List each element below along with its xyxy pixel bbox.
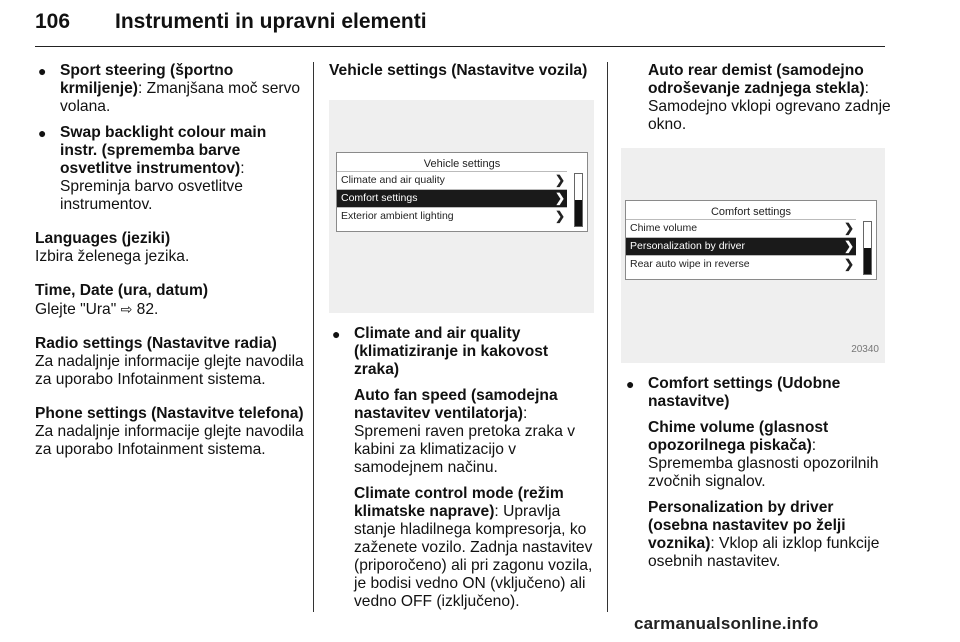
arrow-right-icon[interactable]: ⇨ <box>120 301 133 317</box>
menu-row <box>337 207 567 225</box>
section-radio-settings <box>35 335 305 389</box>
scrollbar <box>574 173 583 227</box>
sub-item <box>354 387 597 477</box>
section-title: Radio settings (Nastavitve radia) <box>35 335 277 352</box>
section-body: Za nadaljnje informacije glejte navodila za uporabo Infotainment sistema. <box>35 353 304 388</box>
sub-item-text: : Sprememba glasnosti opozorilnih zvočnih signalov. <box>648 437 879 490</box>
item-term: Climate and air quality (klimatiziranje in kakovost zraka) <box>354 325 549 378</box>
section-time-date <box>35 282 305 319</box>
vehicle-settings-figure <box>329 100 594 313</box>
item-text: : Zmanjšana moč servo volana. <box>60 80 301 115</box>
menu-row-label: Chime volume <box>630 222 698 234</box>
column-middle <box>329 62 597 619</box>
menu-row-selected <box>626 237 856 255</box>
bullet-icon: ● <box>332 326 341 342</box>
page-link[interactable]: 82. <box>132 301 159 318</box>
sub-item-term: Auto rear demist (samodejno odroševanje zadnjega stekla) <box>648 62 865 97</box>
menu-row-label: Rear auto wipe in reverse <box>630 258 750 270</box>
sub-item-term: Auto fan speed (samodejna nastavitev ventilatorja) <box>354 387 558 422</box>
sub-item-term: Chime volume (glasnost opozorilnega piskača) <box>648 419 829 454</box>
screen-title: Vehicle settings <box>423 158 501 170</box>
section-title: Time, Date (ura, datum) <box>35 282 209 299</box>
sub-item-text: : Upravlja stanje hladilnega kompresorja, ko zaženete vozilo. Zadnja nastavitev (priporočeno) ali pri zagonu vozila, je bodisi vedno ON (vključeno) ali vedno OFF (izključeno). <box>354 503 593 610</box>
section-body-pre: Glejte "Ura" <box>35 301 121 318</box>
sub-item-text: : Vklop ali izklop funkcije osebnih nastavitev. <box>648 535 880 570</box>
page-header <box>35 6 885 47</box>
chevron-right-icon: ❯ <box>554 173 565 187</box>
sub-item-text: : Samodejno vklopi ogrevano zadnje okno. <box>648 80 891 133</box>
column-left <box>35 62 305 475</box>
display-screen <box>336 152 588 232</box>
sub-item <box>354 485 597 611</box>
section-title: Phone settings (Nastavitve telefona) <box>35 405 304 422</box>
sub-item <box>648 419 895 491</box>
menu-row <box>626 219 856 237</box>
section-body: Za nadaljnje informacije glejte navodila za uporabo Infotainment sistema. <box>35 423 304 458</box>
list-item <box>35 62 305 116</box>
menu-row-label: Comfort settings <box>341 192 418 204</box>
comfort-settings-figure <box>621 148 885 363</box>
column-divider <box>607 62 608 612</box>
chevron-right-icon: ❯ <box>843 257 854 271</box>
item-term: Sport steering (športno krmiljenje) <box>60 62 234 97</box>
figure-id: 20340 <box>851 344 879 355</box>
screen-title: Comfort settings <box>710 206 792 218</box>
column-divider <box>313 62 314 612</box>
menu-row-selected <box>337 189 567 207</box>
section-phone-settings <box>35 405 305 459</box>
sub-item <box>623 62 895 134</box>
chevron-right-icon: ❯ <box>843 239 854 253</box>
item-text: : Spreminja barvo osvetlitve instrumentov. <box>60 160 245 213</box>
section-body <box>35 300 305 319</box>
scrollbar <box>863 221 872 275</box>
scrollbar-thumb <box>864 248 871 274</box>
item-term: Comfort settings (Udobne nastavitve) <box>648 375 841 410</box>
menu-row-label: Climate and air quality <box>341 174 445 186</box>
chevron-right-icon: ❯ <box>554 209 565 223</box>
menu-row <box>337 171 567 189</box>
watermark: carmanualsonline.info <box>634 614 819 633</box>
list-item <box>329 325 597 611</box>
sub-item-term: Personalization by driver (osebna nastavitev po želji voznika) <box>648 499 846 552</box>
sub-item <box>648 499 895 571</box>
page-title: Instrumenti in upravni elementi <box>115 10 427 33</box>
section-body: Izbira želenega jezika. <box>35 248 190 265</box>
chevron-right-icon: ❯ <box>554 191 565 205</box>
bullet-icon: ● <box>626 376 635 392</box>
page-number: 106 <box>35 10 71 33</box>
list-item <box>623 375 895 571</box>
sub-item-text: : Spremeni raven pretoka zraka v kabini za klimatizacijo v samodejnem načinu. <box>354 405 576 476</box>
sub-item-term: Climate control mode (režim klimatske naprave) <box>354 485 564 520</box>
section-languages <box>35 230 305 266</box>
menu-row <box>626 255 856 273</box>
bullet-icon: ● <box>38 125 47 141</box>
list-item <box>35 124 305 214</box>
menu-row-label: Exterior ambient lighting <box>341 210 454 222</box>
bullet-icon: ● <box>38 63 47 79</box>
scrollbar-thumb <box>575 200 582 226</box>
section-heading: Vehicle settings (Nastavitve vozila) <box>329 62 588 79</box>
display-screen <box>625 200 877 280</box>
menu-row-label: Personalization by driver <box>630 240 745 252</box>
column-right <box>623 62 895 579</box>
item-term: Swap backlight colour main instr. (sprememba barve osvetlitve instrumentov) <box>60 124 267 177</box>
section-title: Languages (jeziki) <box>35 230 171 247</box>
chevron-right-icon: ❯ <box>843 221 854 235</box>
